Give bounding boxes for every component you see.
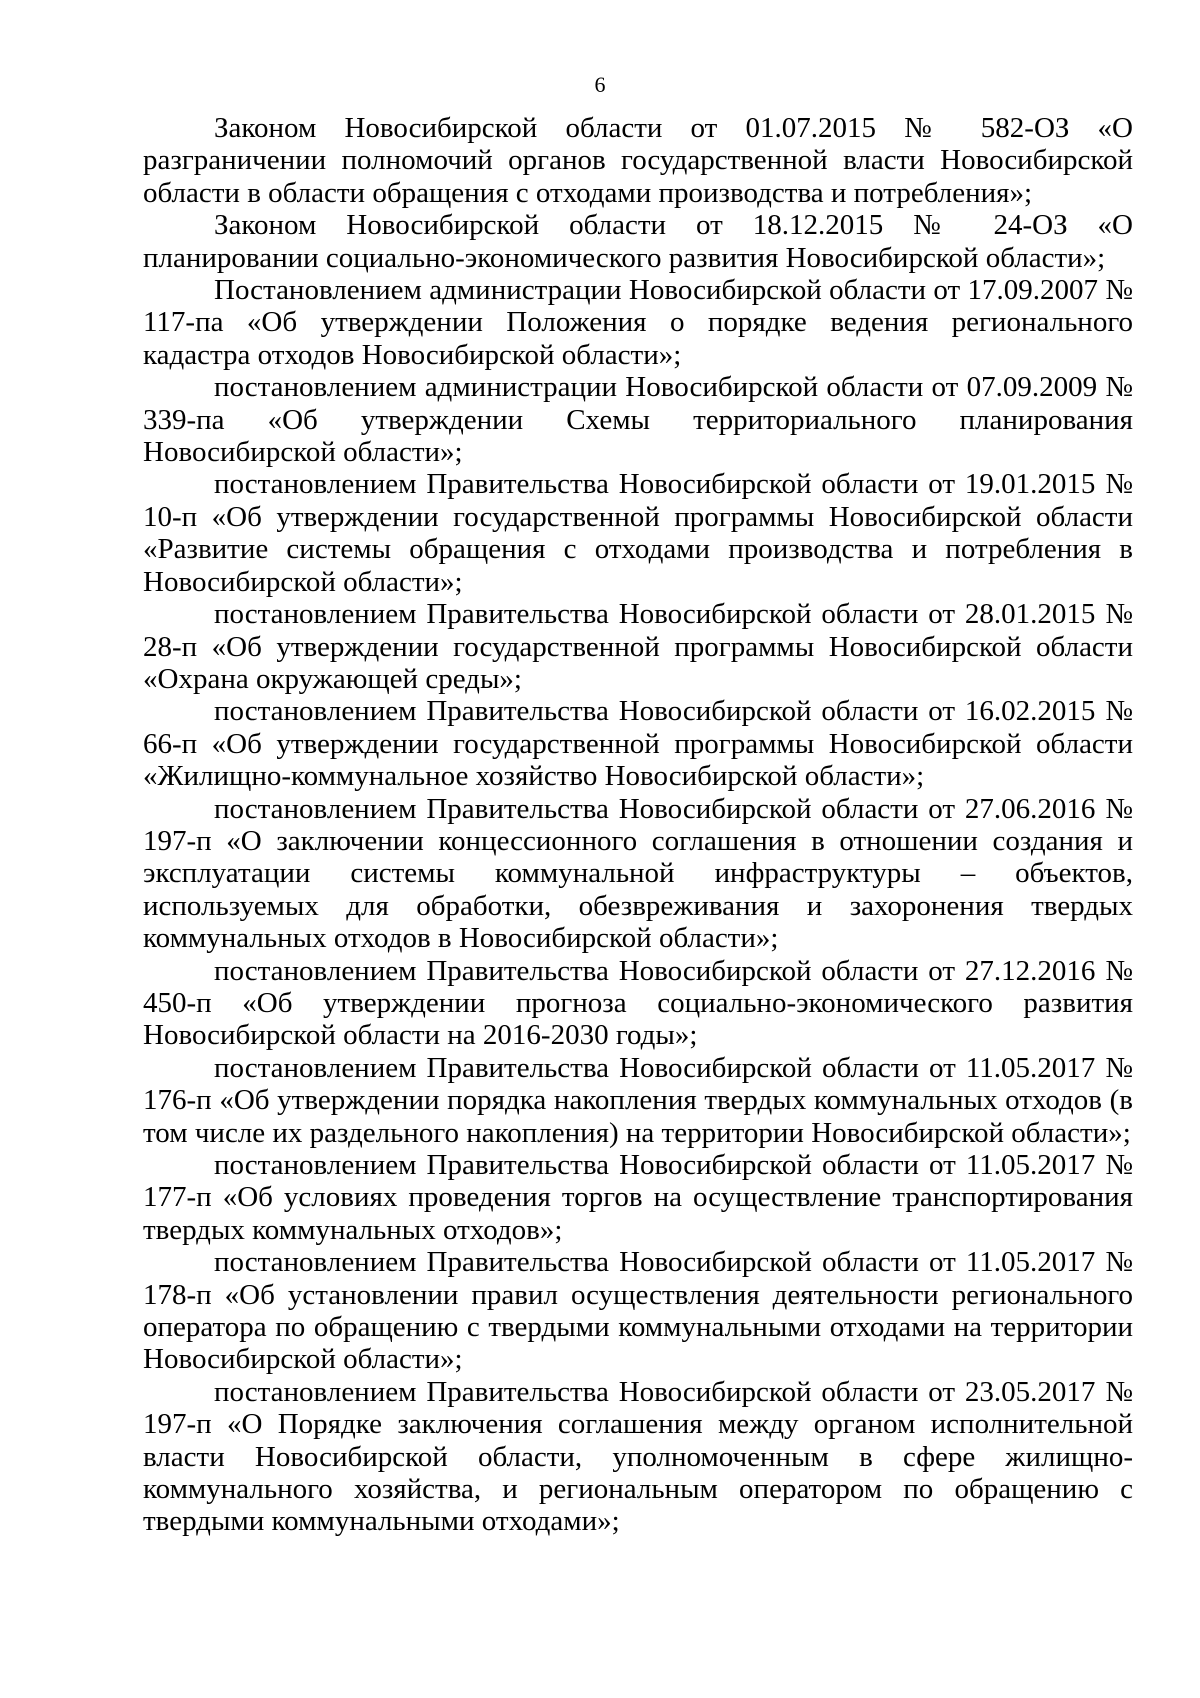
paragraph: Законом Новосибирской области от 01.07.2015 № 582-ОЗ «О разграничении полномочий органов государственной власти Новосибирской области в области обращения с отходами производства и потребления»; (143, 112, 1133, 209)
paragraph: постановлением Правительства Новосибирской области от 11.05.2017 № 178-п «Об установлении правил осуществления деятельности регионального оператора по обращению с твердыми коммунальными отходами на территории Новосибирской области»; (143, 1246, 1133, 1376)
paragraph: постановлением администрации Новосибирской области от 07.09.2009 № 339-па «Об утверждении Схемы территориального планирования Новосибирской области»; (143, 371, 1133, 469)
paragraph: Законом Новосибирской области от 18.12.2015 № 24-ОЗ «О планировании социально-экономического развития Новосибирской области»; (143, 209, 1133, 274)
paragraph: Постановлением администрации Новосибирской области от 17.09.2007 № 117-па «Об утверждении Положения о порядке ведения регионального кадастра отходов Новосибирской области»; (143, 274, 1133, 371)
paragraph: постановлением Правительства Новосибирской области от 11.05.2017 № 176-п «Об утверждении порядка накопления твердых коммунальных отходов (в том числе их раздельного накопления) на территории Новосибирской области»; (143, 1051, 1133, 1149)
paragraph: постановлением Правительства Новосибирской области от 16.02.2015 № 66-п «Об утверждении государственной программы Новосибирской области «Жилищно-коммунальное хозяйство Новосибирской области»; (143, 695, 1133, 793)
paragraph: постановлением Правительства Новосибирской области от 23.05.2017 № 197-п «О Порядке заключения соглашения между органом исполнительной власти Новосибирской области, уполномоченным в сфере жилищно-коммунального хозяйства, и региональным оператором по обращению с твердыми коммунальными отходами»; (143, 1375, 1133, 1538)
paragraph: постановлением Правительства Новосибирской области от 27.06.2016 № 197-п «О заключении концессионного соглашения в отношении создания и эксплуатации системы коммунальной инфраструктуры – объектов, используемых для обработки, обезвреживания и захоронения твердых коммунальных отходов в Новосибирской области»; (143, 792, 1133, 955)
paragraph: постановлением Правительства Новосибирской области от 27.12.2016 № 450-п «Об утверждении прогноза социально-экономического развития Новосибирской области на 2016-2030 годы»; (143, 954, 1133, 1052)
page-number: 6 (594, 72, 606, 97)
paragraph: постановлением Правительства Новосибирской области от 28.01.2015 № 28-п «Об утверждении государственной программы Новосибирской области «Охрана окружающей среды»; (143, 598, 1133, 695)
paragraph: постановлением Правительства Новосибирской области от 19.01.2015 № 10-п «Об утверждении государственной программы Новосибирской области «Развитие системы обращения с отходами производства и потребления в Новосибирской области»; (143, 468, 1133, 598)
paragraph: постановлением Правительства Новосибирской области от 11.05.2017 № 177-п «Об условиях проведения торгов на осуществление транспортирования твердых коммунальных отходов»; (143, 1149, 1133, 1246)
document-body (143, 112, 1133, 1538)
